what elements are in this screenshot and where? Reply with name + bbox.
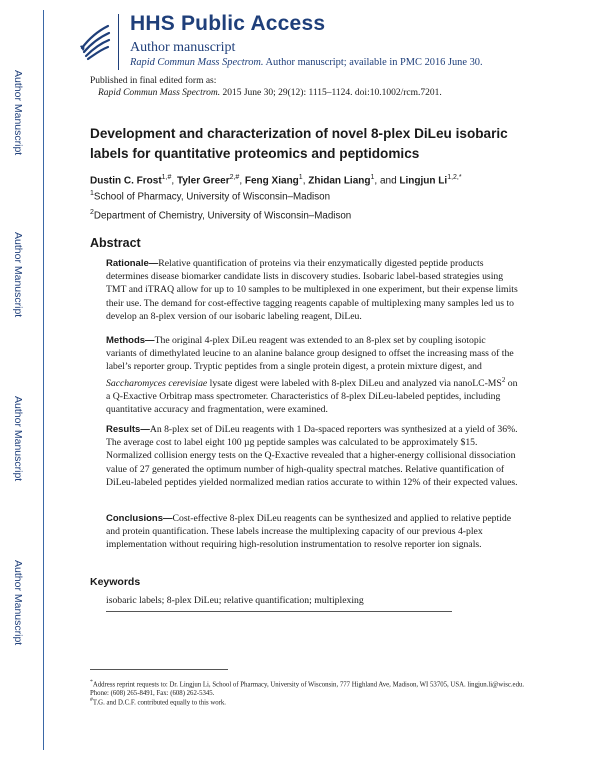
author-sup: 1,2,* [447,174,462,181]
abstract-heading: Abstract [90,236,141,250]
abstract-conclusions [106,512,518,552]
author-sup: 1,# [161,174,172,181]
affiliation-2: $^2$Department of Chemistry, University of Wisconsin–Madison [90,209,352,222]
hhs-logo-icon [76,18,114,62]
keywords-heading: Keywords [90,576,141,588]
side-label-3: Author Manuscript [12,396,24,482]
keywords-text: isobaric labels; 8-plex DiLeu; relative quantification; multiplexing [106,595,364,606]
header-availability: Author manuscript; available in PMC 2016 June 30. [263,57,483,68]
published-details: 2015 June 30; 29(12): 1115–1124. doi:10.1002/rcm.7201. [220,88,442,98]
abstract-rationale [106,257,518,323]
header-subtitle: Author manuscript [130,40,236,55]
article-title: Development and characterization of novel 8-plex DiLeu isobaric labels for quantitative proteomics and peptidomics [90,126,508,161]
author-and: and [379,175,397,187]
abstract-methods: Methods—The original 4-plex DiLeu reagent was extended to an 8-plex set by coupling isotopic variants of dimethylated leucine to an alanine balance group designed to offset the increasing mass of the label’s reporter group. Tryptic peptides from a single protein digest, a protein mixture digest, and Saccharomyces cerevisiae lysate digest were labeled with 8-plex DiLeu and analyzed via nanoLC-$MS^2$ on a Q-Exactive Orbitrap mass spectrometer. Characteristics of 8-plex DiLeu-labeled peptides, including quantitative accuracy and fragmentation, were examined. [106,335,518,416]
author-sup: 1 [370,174,375,181]
methods-label: Methods— [106,335,155,346]
conclusions-label: Conclusions— [106,513,173,524]
conclusions-text: Cost-effective 8-plex DiLeu reagents can be synthesized and applied to relative peptide and protein quantification. These labels increase the multiplexing capacity of our previous 4-plex implementation without requiring high-resolution instrumentation to resolve reporter ion signals. [106,513,512,551]
side-label-4: Author Manuscript [12,560,24,646]
keywords-divider [106,611,452,612]
published-label: Published in final edited form as: [90,76,217,86]
published-journal: Rapid Commun Mass Spectrom. [98,88,221,98]
author-name: Tyler Greer [176,175,230,187]
header-divider [118,14,119,70]
header-title: HHS Public Access [130,12,326,35]
author-name: Dustin C. Frost [90,175,162,187]
rationale-label: Rationale— [106,258,159,269]
author-sup: 1 [298,174,303,181]
header-citation [130,57,483,68]
footnote-divider [90,669,228,670]
footnote-equal-contribution: #T.G. and D.C.F. contributed equally to this work. [90,697,227,707]
affiliation-1: $^1$School of Pharmacy, University of Wisconsin–Madison [90,190,331,203]
author-name: Feng Xiang [244,175,299,187]
author-name: Zhidan Liang [308,175,371,187]
abstract-results [106,423,518,489]
side-label-2: Author Manuscript [12,232,24,318]
author-name: Lingjun Li [399,175,448,187]
footnote-correspondence: *Address reprint requests to: Dr. Lingjun Li, School of Pharmacy, University of Wisconsin, 777 Highland Ave, Madison, WI 53705, USA. lingjun.li@wisc.edu. Phone: (608) 265-8491, Fax: (608) 262-5345. [90,679,525,697]
rationale-text: Relative quantification of proteins via their enzymatically digested peptide products determines disease biomarker candidate lists in discovery studies. Isobaric label-based strategies using TMT and iTRAQ allow for up to 10 samples to be multiplexed in one experiment, but their expense limits their use. The demand for cost-effective tagging reagents capable of multiplexing many samples led us to develop an 8-plex version of our isobaric labeling reagent, DiLeu. [106,258,518,322]
results-label: Results— [106,424,150,435]
author-sup: 2,# [229,174,240,181]
published-reference [98,88,442,98]
header-journal: Rapid Commun Mass Spectrom. [130,57,264,68]
author-list: Dustin C. Frost$^{1,\#}$, Tyler Greer$^{2,\#}$, Feng Xiang$^1$, Zhidan Liang$^1$, and Lingjun $Li^{1,2,*}$ [90,174,462,187]
side-label-1: Author Manuscript [12,70,24,156]
margin-rule [43,10,44,750]
results-text: An 8-plex set of DiLeu reagents with 1 Da-spaced reporters was synthesized at a yield of 36%. The average cost to label eight 100 µg peptide samples was calculated to be approximately $15. Normalized collision energy tests on the Q-Exactive revealed that a higher-energy collisional dissociation value of 27 generated the optimum number of high-quality spectral matches. Relative quantification of DiLeu-labeled peptides yielded normalized median ratios accurate to within 12% of their expected values. [106,424,518,488]
species-name: Saccharomyces cerevisiae [106,377,208,389]
